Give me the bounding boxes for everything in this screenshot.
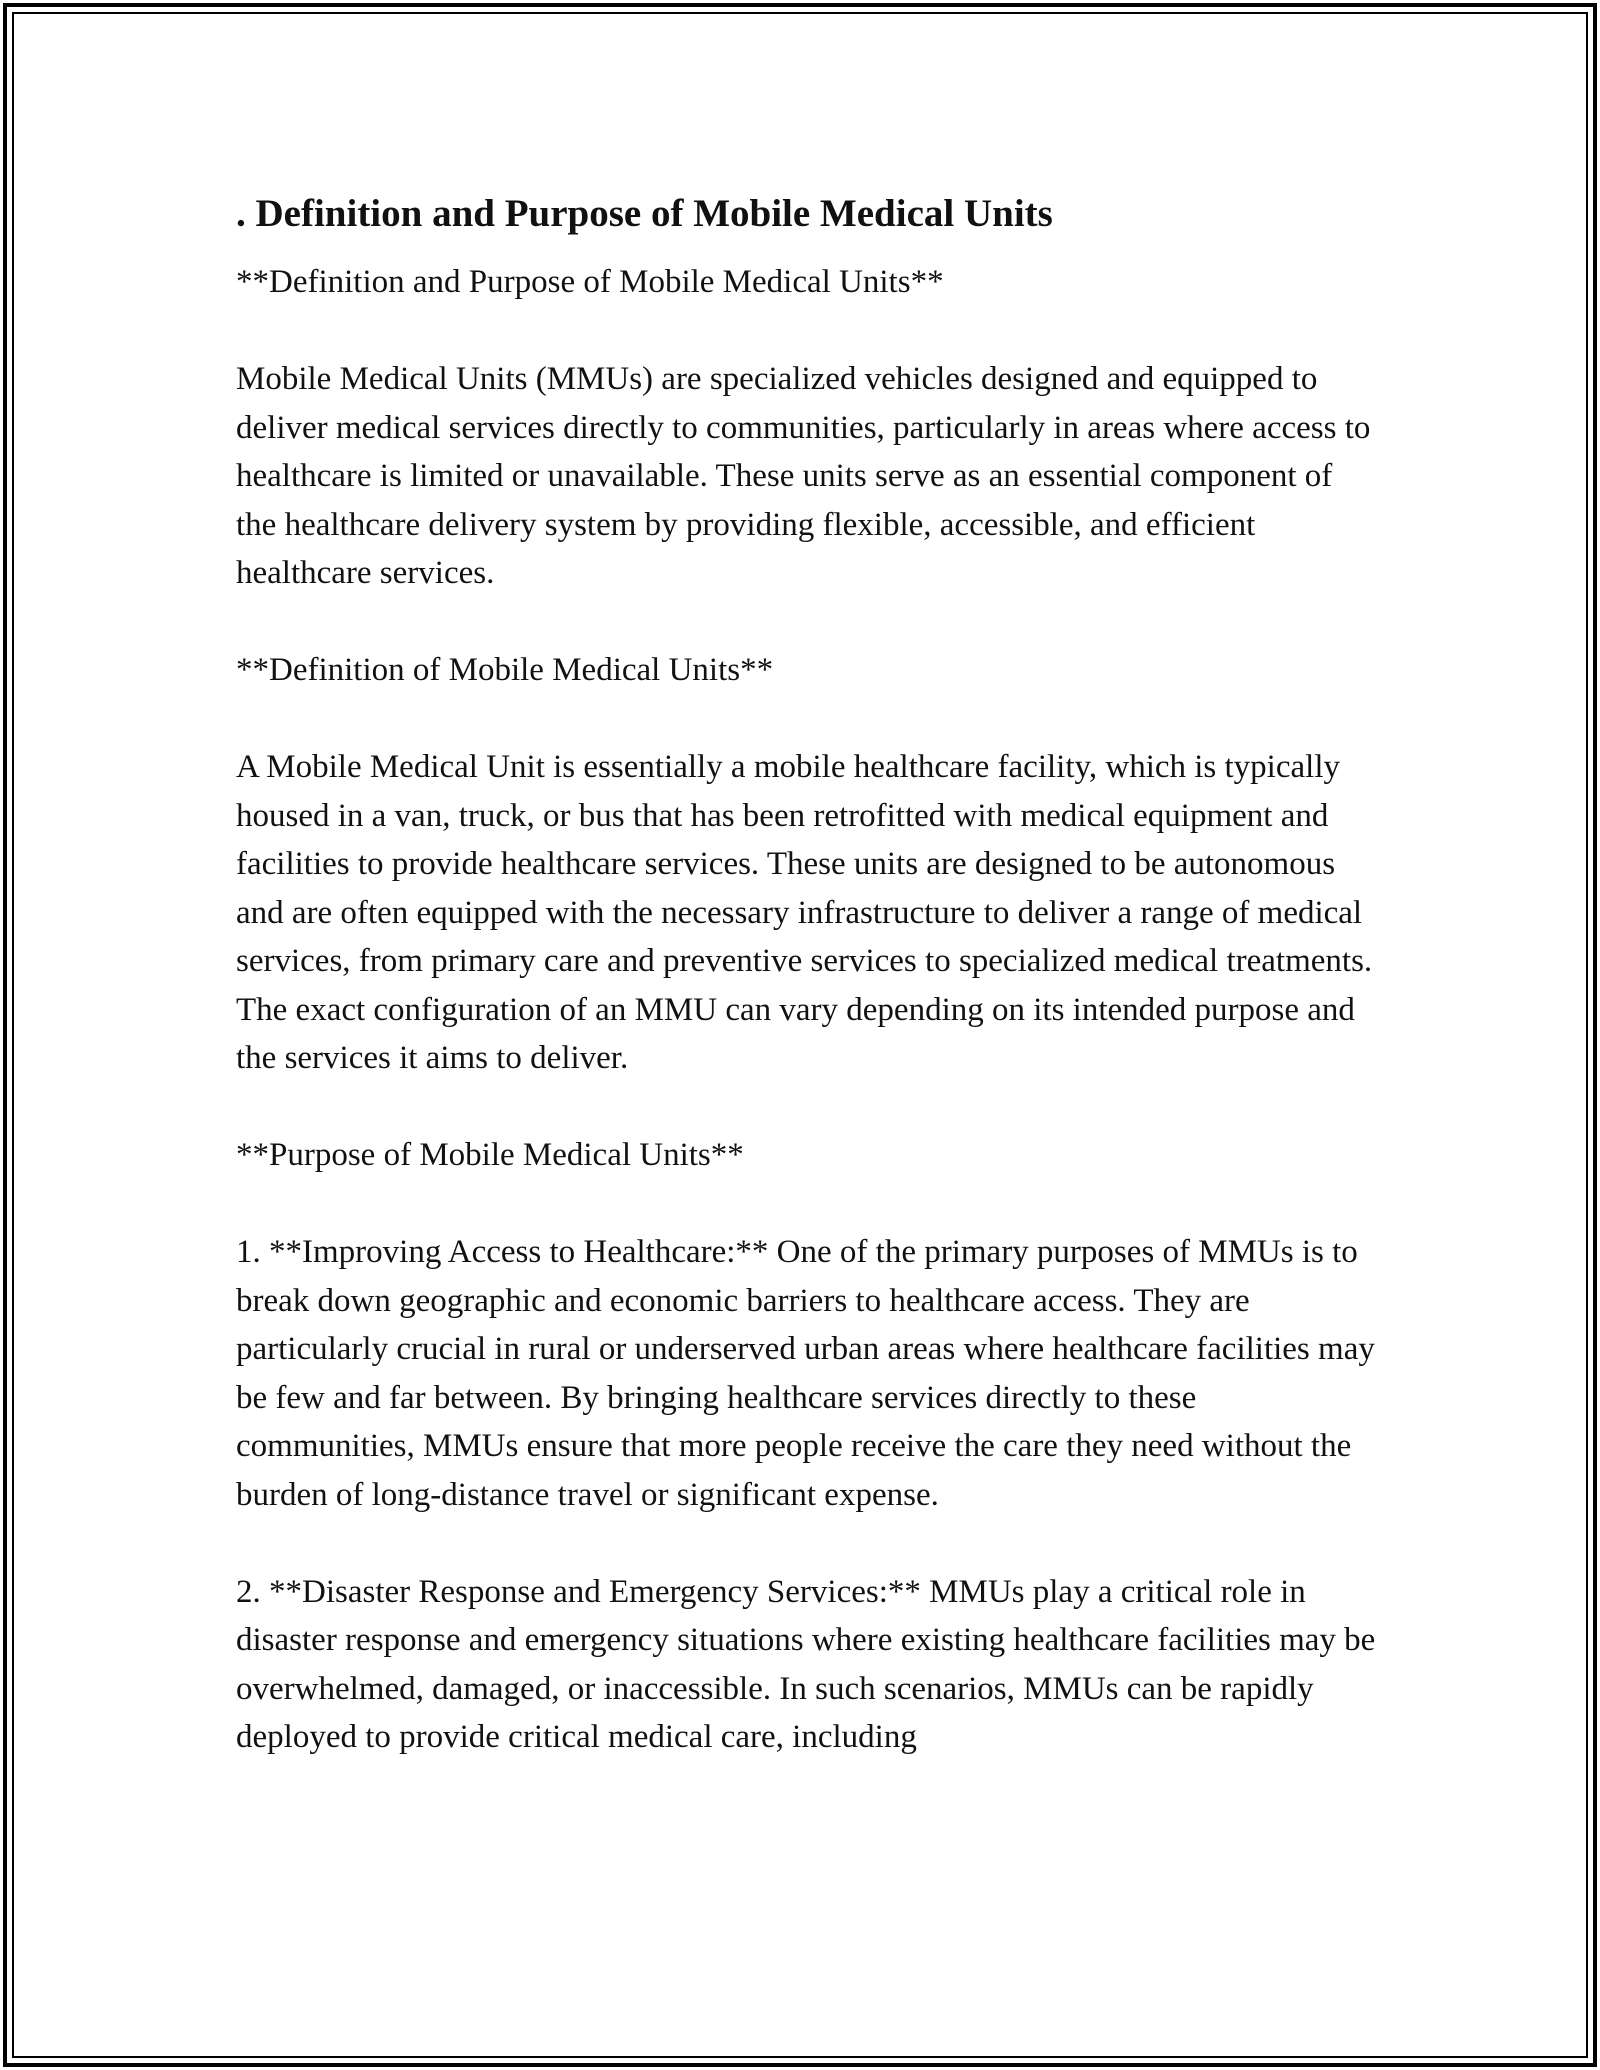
list-item-disaster-response: 2. **Disaster Response and Emergency Services:** MMUs play a critical role in disaster response and emergency situations where existing healthcare facilities may be overwhelmed, damaged, or inaccessible. In such scenarios, MMUs can be rapidly deployed to provide critical medical care, including — [236, 1573, 1376, 1755]
section-heading-purpose: **Purpose of Mobile Medical Units** — [236, 1137, 744, 1173]
document-title: . Definition and Purpose of Mobile Medical Units — [236, 192, 1053, 235]
section-heading-definition-and-purpose: **Definition and Purpose of Mobile Medical Units** — [236, 264, 944, 300]
paragraph-definition: A Mobile Medical Unit is essentially a mobile healthcare facility, which is typically housed in a van, truck, or bus that has been retrofitted with medical equipment and facilities to provide healthcare services. These units are designed to be autonomous and are often equipped with the necessary infrastructure to deliver a range of medical services, from primary care and preventive services to specialized medical treatments. The exact configuration of an MMU can vary depending on its intended purpose and the services it aims to deliver. — [236, 749, 1373, 1076]
document-body — [236, 186, 1376, 1810]
section-heading-definition: **Definition of Mobile Medical Units** — [236, 652, 774, 688]
list-item-improving-access: 1. **Improving Access to Healthcare:** One of the primary purposes of MMUs is to break down geographic and economic barriers to healthcare access. They are particularly crucial in rural or underserved urban areas where healthcare facilities may be few and far between. By bringing healthcare services directly to these communities, MMUs ensure that more people receive the care they need without the burden of long-distance travel or significant expense. — [236, 1234, 1375, 1513]
paragraph-intro: Mobile Medical Units (MMUs) are specialized vehicles designed and equipped to deliver medical services directly to communities, particularly in areas where access to healthcare is limited or unavailable. These units serve as an essential component of the healthcare delivery system by providing flexible, accessible, and efficient healthcare services. — [236, 361, 1371, 591]
